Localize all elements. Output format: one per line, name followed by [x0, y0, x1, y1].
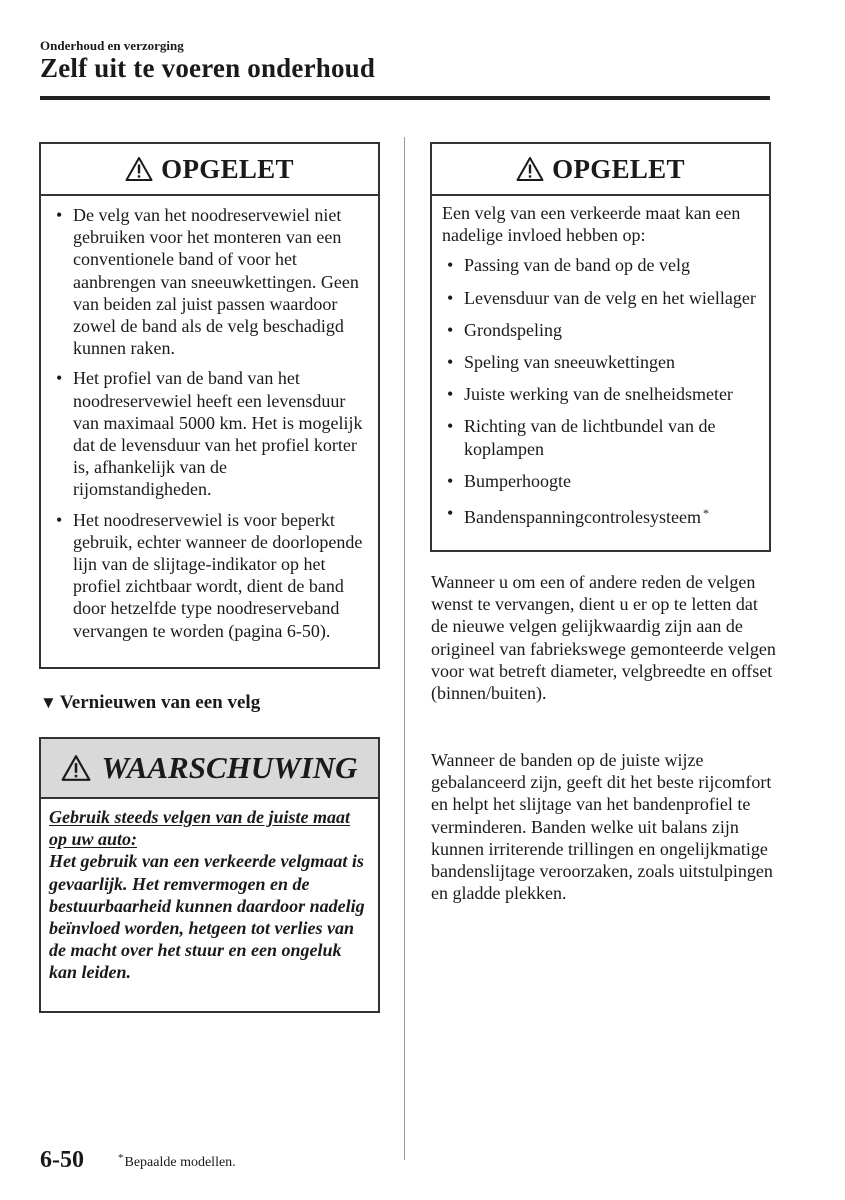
caution-title: OPGELET	[161, 153, 294, 184]
column-divider	[404, 137, 405, 1160]
page-title: Zelf uit te voeren onderhoud	[40, 53, 376, 83]
caution-item-last	[442, 502, 757, 528]
caution-body	[41, 196, 378, 650]
caution-title: OPGELET	[552, 153, 685, 184]
warning-triangle-icon	[125, 156, 153, 182]
warning-triangle-icon	[516, 156, 544, 182]
caution-list	[442, 254, 757, 528]
caution-item: • Passing van de band op de velg	[442, 254, 757, 276]
title-rule	[40, 96, 770, 100]
body-paragraph: Wanneer de banden op de juiste wijze gebalanceerd zijn, geeft dit het beste rijcomfort en helpt het slijtage van het bandenprofiel te verminderen. Banden welke uit balans zijn kunnen irriterende trillingen en ongelijkmatige bandenslijtage veroorzaken, zoals uitstulpingen en gladde plekken.	[431, 750, 773, 904]
footnote-mark: *	[702, 506, 709, 521]
caution-item: • De velg van het noodreservewiel niet gebruiken voor het monteren van een conventionele band of voor het aanbrengen van sneeuwkettingen. Geen van beiden zal juist passen waardoor zowel de band als de velg beschadigd kunnen raken.	[51, 204, 366, 359]
caution-item: • Grondspeling	[442, 319, 757, 341]
warning-triangle-icon	[61, 754, 91, 782]
footnote-mark: *	[118, 1152, 124, 1164]
footnote-text: Bepaalde modellen.	[124, 1155, 236, 1170]
body-paragraph: Wanneer u om een of andere reden de velgen wenst te vervangen, dient u er op te letten dat de nieuwe velgen gelijkwaardig zijn aan de origineel van fabriekswege gemonteerde velgen voor wat betreft diameter, velgbreedte en offset (binnen/buiten).	[431, 572, 776, 704]
warning-body	[41, 799, 378, 992]
warning-text: Het gebruik van een verkeerde velgmaat is gevaarlijk. Het remvermogen en de bestuurbaarheid kunnen daardoor nadelig beïnvloed worden, hetgeen tot verlies van de macht over het stuur en een ongeluk kan leiden.	[49, 851, 365, 983]
section-label: Onderhoud en verzorging	[40, 38, 184, 53]
caution-box-right	[430, 142, 771, 552]
page-number: 6-50	[40, 1147, 84, 1173]
subsection-heading-text: Vernieuwen van een velg	[59, 692, 261, 713]
caution-item: • Richting van de lichtbundel van de koplampen	[442, 415, 757, 459]
warning-box	[39, 737, 380, 1013]
caution-box-left	[39, 142, 380, 669]
caution-item: • Het noodreservewiel is voor beperkt gebruik, echter wanneer de doorlopende lijn van de slijtage-indikator op het profiel zichtbaar wordt, dient de band door hetzelfde type noodreserveband vervangen te worden (pagina 6-50).	[51, 509, 366, 642]
caution-item: • Speling van sneeuwkettingen	[442, 351, 757, 373]
caution-body	[432, 196, 769, 536]
caution-header	[432, 144, 769, 196]
footnote	[118, 1152, 236, 1171]
caution-intro: Een velg van een verkeerde maat kan een nadelige invloed hebben op:	[442, 203, 741, 246]
caution-item-text: Bandenspanningcontrolesysteem	[464, 507, 701, 528]
triangle-down-marker: ▼	[40, 693, 57, 712]
caution-list	[51, 204, 366, 642]
subsection-heading	[40, 692, 260, 714]
caution-item: • Juiste werking van de snelheidsmeter	[442, 383, 757, 405]
warning-lead: Gebruik steeds velgen van de juiste maat op uw auto:	[49, 807, 350, 850]
warning-title: WAARSCHUWING	[101, 750, 358, 785]
caution-item: • Levensduur van de velg en het wiellager	[442, 287, 757, 309]
warning-header	[41, 739, 378, 799]
caution-header	[41, 144, 378, 196]
caution-item: • Het profiel van de band van het noodreservewiel heeft een levensduur van maximaal 5000 km. Het is mogelijk dat de levensduur van het profiel korter is, afhankelijk van de rijomstandigheden.	[51, 367, 366, 500]
caution-item: • Bumperhoogte	[442, 470, 757, 492]
